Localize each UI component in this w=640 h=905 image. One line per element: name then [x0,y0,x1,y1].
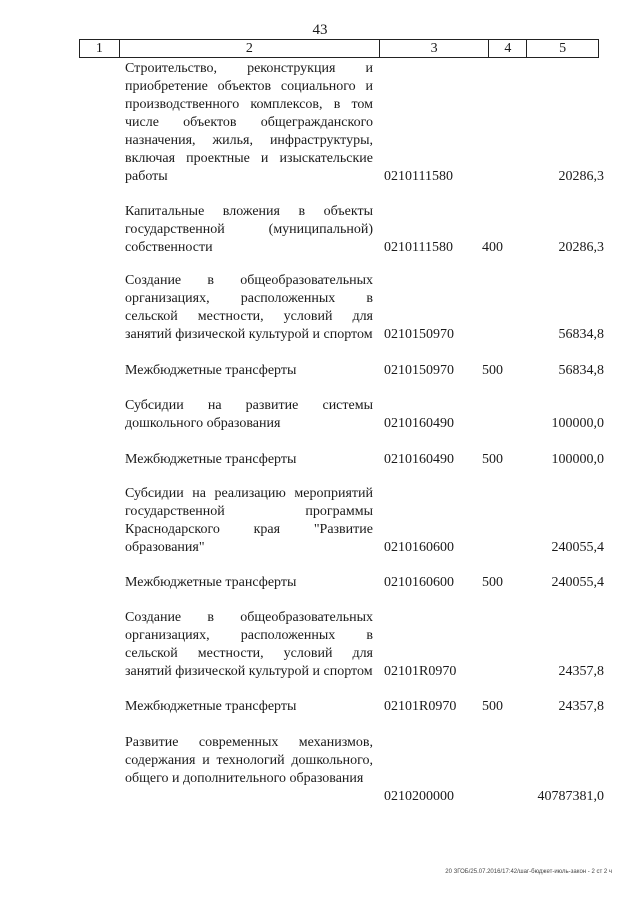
row-code: 0210150970 [384,363,454,378]
row-code: 02101R0970 [384,699,457,714]
document-footer-stamp: 20 ЗГОБ/25.07.2016/17:42/шаг-бюджет-июль-закон - 2 ст 2 ч [445,869,612,875]
column-header-2: 2 [120,40,380,57]
row-description: Строительство, реконструкция и приобретение объектов социального и производственного комплексов, в том числе объектов общегражданского назначения, жилья, инфраструктуры, включая проектные и изыскательские работы [125,61,373,184]
row-description: Межбюджетные трансферты [125,575,297,590]
row-amount: 56834,8 [558,327,604,342]
row-expense-type: 400 [482,240,503,255]
row-expense-type: 500 [482,363,503,378]
row-description: Капитальные вложения в объекты государственной (муниципальной) собственности [125,204,373,255]
row-code: 0210111580 [384,240,453,255]
row-amount: 20286,3 [558,169,604,184]
column-header-row [79,39,599,58]
column-header-3: 3 [380,40,490,57]
row-code: 0210160490 [384,416,454,431]
row-code: 0210160600 [384,575,454,590]
column-header-1: 1 [80,40,120,57]
row-amount: 240055,4 [551,540,604,555]
column-header-4: 4 [489,40,527,57]
column-header-5: 5 [559,41,567,56]
row-amount: 24357,8 [558,699,604,714]
row-code: 0210150970 [384,327,454,342]
row-code: 02101R0970 [384,664,457,679]
row-amount: 40787381,0 [537,789,604,804]
row-amount: 24357,8 [558,664,604,679]
row-amount: 56834,8 [558,363,604,378]
row-amount: 100000,0 [551,416,604,431]
row-description: Субсидии на реализацию мероприятий государственной программы Краснодарского края "Развитие образования" [125,486,373,555]
row-description: Создание в общеобразовательных организациях, расположенных в сельской местности, условий для занятий физической культурой и спортом [125,273,373,342]
row-description: Межбюджетные трансферты [125,452,297,467]
row-amount: 240055,4 [551,575,604,590]
row-code: 0210111580 [384,169,453,184]
row-code: 0210160490 [384,452,454,467]
row-description: Развитие современных механизмов, содержания и технологий дошкольного, общего и дополнительного образования [125,735,373,786]
row-expense-type: 500 [482,452,503,467]
row-amount: 20286,3 [558,240,604,255]
row-code: 0210200000 [384,789,454,804]
row-amount: 100000,0 [551,452,604,467]
row-expense-type: 500 [482,699,503,714]
row-description: Создание в общеобразовательных организациях, расположенных в сельской местности, условий для занятий физической культурой и спортом [125,610,373,679]
row-expense-type: 500 [482,575,503,590]
row-description: Межбюджетные трансферты [125,699,297,714]
row-description: Субсидии на развитие системы дошкольного образования [125,398,373,431]
row-description: Межбюджетные трансферты [125,363,297,378]
row-code: 0210160600 [384,540,454,555]
page-number: 43 [312,22,328,38]
